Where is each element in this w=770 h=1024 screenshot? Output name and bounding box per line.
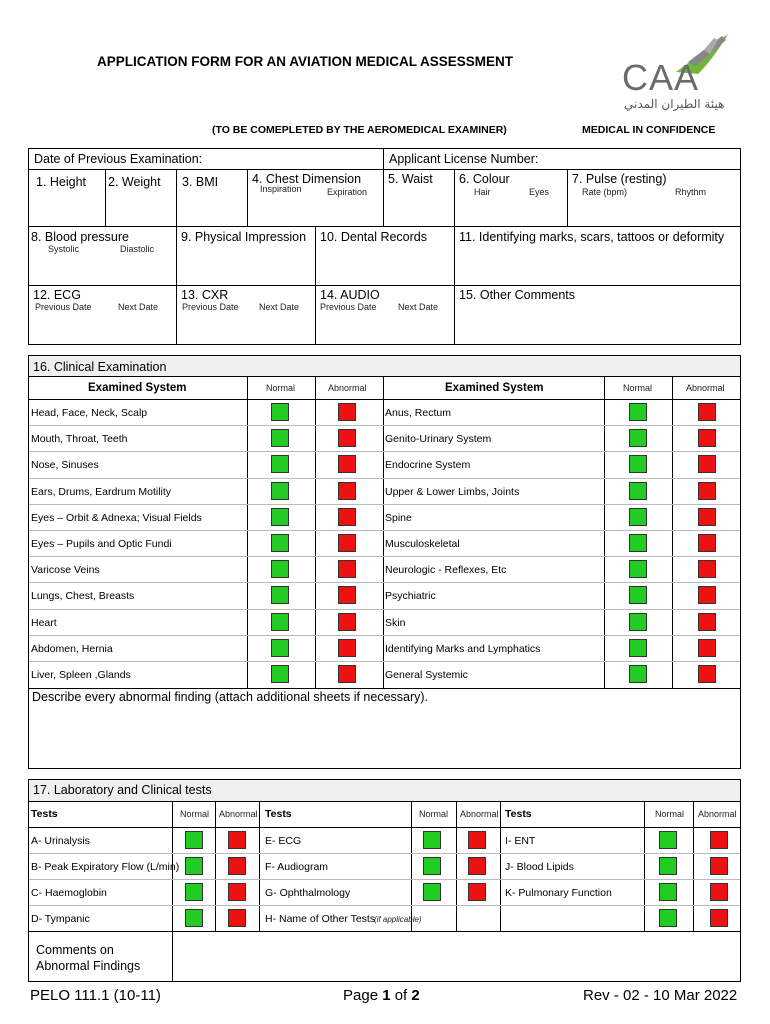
clinical-right-system-header: Examined System [445, 382, 544, 394]
clinical-right-row-label: Musculoskeletal [385, 538, 460, 550]
clinical-left-abnormal-checkbox[interactable] [338, 482, 356, 500]
abnormal-findings-description[interactable]: Describe every abnormal finding (attach additional sheets if necessary). [32, 690, 429, 704]
clinical-left-row-label: Liver, Spleen ,Glands [31, 669, 131, 681]
clinical-left-abnormal-checkbox[interactable] [338, 665, 356, 683]
clinical-right-normal-checkbox[interactable] [629, 560, 647, 578]
lab-col1-normal-checkbox[interactable] [185, 909, 203, 927]
lab-col2-normal-checkbox[interactable] [423, 831, 441, 849]
clinical-left-row-label: Eyes – Pupils and Optic Fundi [31, 538, 172, 550]
cxr-field[interactable]: 13. CXR [181, 288, 229, 302]
lab-col1-abnormal-checkbox[interactable] [228, 857, 246, 875]
clinical-right-row-label: Psychiatric [385, 590, 436, 603]
clinical-left-row-label: Mouth, Throat, Teeth [31, 433, 128, 446]
clinical-examination-title: 16. Clinical Examination [33, 360, 167, 374]
clinical-right-row-label: General Systemic [385, 669, 468, 681]
clinical-left-row-label: Heart [31, 616, 57, 629]
clinical-right-normal-checkbox[interactable] [629, 455, 647, 473]
clinical-left-normal-checkbox[interactable] [271, 508, 289, 526]
clinical-right-normal-checkbox[interactable] [629, 613, 647, 631]
lab-col1-row-label: D- Tympanic [31, 913, 90, 925]
lab-col2-row-label: F- Audiogram [265, 861, 329, 873]
lab-col3-normal-checkbox[interactable] [659, 909, 677, 927]
clinical-right-normal-checkbox[interactable] [629, 508, 647, 526]
page-of: of [390, 987, 412, 1004]
lab-col3-abnormal-checkbox[interactable] [710, 883, 728, 901]
lab-col3-normal-header: Normal [655, 809, 685, 819]
clinical-right-abnormal-checkbox[interactable] [698, 455, 716, 473]
clinical-left-row-label: Ears, Drums, Eardrum Motility [31, 485, 172, 498]
clinical-right-abnormal-checkbox[interactable] [698, 613, 716, 631]
systolic-label: Systolic [48, 244, 80, 254]
previous-exam-date-field[interactable]: Date of Previous Examination: [34, 152, 203, 166]
page-total: 2 [411, 987, 420, 1004]
lab-col1-normal-header: Normal [180, 809, 210, 819]
license-number-field[interactable]: Applicant License Number: [389, 152, 539, 166]
colour-field[interactable]: 6. Colour [459, 172, 510, 186]
lab-col2-abnormal-checkbox[interactable] [468, 831, 486, 849]
clinical-right-normal-checkbox[interactable] [629, 639, 647, 657]
lab-col1-row-label: A- Urinalysis [31, 835, 90, 847]
caa-logo [618, 28, 733, 114]
lab-col2-normal-header: Normal [419, 809, 449, 819]
clinical-left-abnormal-checkbox[interactable] [338, 534, 356, 552]
clinical-right-normal-checkbox[interactable] [629, 482, 647, 500]
comments-label-line1: Comments on [36, 943, 114, 957]
weight-field[interactable]: 2. Weight [108, 175, 161, 189]
height-field[interactable]: 1. Height [36, 175, 87, 189]
clinical-right-row-label: Genito-Urinary System [385, 433, 492, 446]
lab-col1-normal-checkbox[interactable] [185, 831, 203, 849]
ecg-next-date-label: Next Date [118, 302, 159, 312]
lab-col3-abnormal-header: Abnormal [698, 809, 737, 819]
clinical-left-row-label: Nose, Sinuses [31, 459, 99, 472]
blood-pressure-field[interactable]: 8. Blood pressure [31, 230, 129, 244]
clinical-left-normal-checkbox[interactable] [271, 639, 289, 657]
lab-col1-abnormal-checkbox[interactable] [228, 831, 246, 849]
lab-col3-normal-checkbox[interactable] [659, 883, 677, 901]
inspiration-label: Inspiration [260, 184, 302, 194]
clinical-left-abnormal-checkbox[interactable] [338, 613, 356, 631]
lab-col3-abnormal-checkbox[interactable] [710, 909, 728, 927]
clinical-right-abnormal-checkbox[interactable] [698, 586, 716, 604]
clinical-left-abnormal-checkbox[interactable] [338, 639, 356, 657]
other-tests-note: (if applicable) [374, 915, 422, 924]
clinical-right-normal-checkbox[interactable] [629, 429, 647, 447]
clinical-left-abnormal-checkbox[interactable] [338, 586, 356, 604]
lab-col2-row-label: H- Name of Other Tests [265, 913, 376, 925]
lab-col1-normal-checkbox[interactable] [185, 883, 203, 901]
clinical-right-row-label: Skin [385, 616, 406, 629]
rate-label: Rate (bpm) [582, 187, 628, 197]
clinical-left-row-label: Lungs, Chest, Breasts [31, 590, 135, 603]
clinical-left-normal-checkbox[interactable] [271, 534, 289, 552]
pulse-field[interactable]: 7. Pulse (resting) [572, 172, 667, 186]
waist-field[interactable]: 5. Waist [388, 172, 433, 186]
lab-col1-abnormal-checkbox[interactable] [228, 909, 246, 927]
lab-col2-tests-header: Tests [265, 808, 292, 820]
lab-col3-row-label: I- ENT [505, 835, 536, 847]
clinical-right-row-label: Identifying Marks and Lymphatics [385, 642, 541, 655]
lab-col3-row-label: J- Blood Lipids [505, 861, 574, 873]
clinical-right-abnormal-checkbox[interactable] [698, 403, 716, 421]
clinical-right-normal-checkbox[interactable] [629, 403, 647, 421]
audio-next-date-label: Next Date [398, 302, 439, 312]
lab-col2-row-label: E- ECG [265, 835, 302, 847]
clinical-left-row-label: Head, Face, Neck, Scalp [31, 407, 148, 419]
abnormal-findings-comments-field[interactable] [174, 933, 740, 981]
physical-impression-field[interactable]: 9. Physical Impression [181, 230, 307, 244]
lab-col3-abnormal-checkbox[interactable] [710, 831, 728, 849]
clinical-right-abnormal-checkbox[interactable] [698, 639, 716, 657]
clinical-left-abnormal-checkbox[interactable] [338, 455, 356, 473]
revision-label: Rev - 02 - 10 Mar 2022 [583, 987, 738, 1004]
clinical-right-row-label: Neurologic - Reflexes, Etc [385, 564, 507, 577]
lab-col1-row-label: C- Haemoglobin [31, 887, 107, 899]
lab-col3-tests-header: Tests [505, 808, 532, 820]
clinical-left-abnormal-checkbox[interactable] [338, 403, 356, 421]
clinical-right-row-label: Endocrine System [385, 459, 471, 472]
clinical-left-normal-header: Normal [266, 383, 296, 393]
logo-arabic-text: هيئة الطيران المدني [624, 97, 725, 111]
cxr-previous-date-label: Previous Date [182, 302, 239, 312]
clinical-right-row-label: Spine [385, 511, 412, 524]
clinical-left-system-header: Examined System [88, 382, 187, 394]
clinical-left-abnormal-checkbox[interactable] [338, 560, 356, 578]
form-title: APPLICATION FORM FOR AN AVIATION MEDICAL ASSESSMENT [97, 54, 514, 69]
lab-col1-abnormal-header: Abnormal [219, 809, 258, 819]
clinical-left-normal-checkbox[interactable] [271, 586, 289, 604]
clinical-left-abnormal-checkbox[interactable] [338, 429, 356, 447]
clinical-right-abnormal-checkbox[interactable] [698, 508, 716, 526]
clinical-right-row-label: Anus, Rectum [385, 407, 451, 419]
bmi-field[interactable]: 3. BMI [182, 175, 219, 189]
lab-col3-normal-checkbox[interactable] [659, 857, 677, 875]
laboratory-title: 17. Laboratory and Clinical tests [33, 783, 212, 797]
lab-col2-normal-checkbox[interactable] [423, 883, 441, 901]
page-number: 1 [382, 987, 391, 1004]
other-comments-field[interactable]: 15. Other Comments [459, 288, 576, 302]
eyes-label: Eyes [529, 187, 550, 197]
clinical-right-normal-checkbox[interactable] [629, 665, 647, 683]
lab-col2-normal-checkbox[interactable] [423, 857, 441, 875]
ecg-field[interactable]: 12. ECG [33, 288, 81, 302]
clinical-left-normal-checkbox[interactable] [271, 403, 289, 421]
clinical-right-abnormal-checkbox[interactable] [698, 534, 716, 552]
diastolic-label: Diastolic [120, 244, 155, 254]
clinical-right-normal-checkbox[interactable] [629, 586, 647, 604]
ecg-previous-date-label: Previous Date [35, 302, 92, 312]
lab-col1-tests-header: Tests [31, 808, 58, 820]
clinical-left-abnormal-header: Abnormal [328, 383, 367, 393]
dental-records-field[interactable]: 10. Dental Records [320, 230, 428, 244]
clinical-right-abnormal-checkbox[interactable] [698, 482, 716, 500]
clinical-left-normal-checkbox[interactable] [271, 560, 289, 578]
lab-col3-row-label: K- Pulmonary Function [505, 887, 612, 899]
lab-col1-abnormal-checkbox[interactable] [228, 883, 246, 901]
logo-text: CAA [622, 57, 700, 98]
hair-label: Hair [474, 187, 491, 197]
form-id: PELO 111.1 (10-11) [30, 987, 161, 1004]
lab-col2-row-label: G- Ophthalmology [265, 887, 351, 899]
clinical-left-normal-checkbox[interactable] [271, 613, 289, 631]
clinical-left-row-label: Varicose Veins [31, 564, 100, 577]
clinical-left-row-label: Eyes – Orbit & Adnexa; Visual Fields [31, 511, 202, 524]
identifying-marks-field[interactable]: 11. Identifying marks, scars, tattoos or deformity [459, 230, 725, 244]
clinical-left-normal-checkbox[interactable] [271, 429, 289, 447]
clinical-left-normal-checkbox[interactable] [271, 455, 289, 473]
lab-col3-abnormal-checkbox[interactable] [710, 857, 728, 875]
form-subtitle: (TO BE COMEPLETED BY THE AEROMEDICAL EXAMINER) [212, 124, 507, 136]
lab-col3-normal-checkbox[interactable] [659, 831, 677, 849]
audio-field[interactable]: 14. AUDIO [320, 288, 380, 302]
clinical-right-abnormal-checkbox[interactable] [698, 560, 716, 578]
page-word: Page [343, 987, 383, 1004]
clinical-right-normal-header: Normal [623, 383, 653, 393]
rhythm-label: Rhythm [675, 187, 707, 197]
clinical-right-abnormal-checkbox[interactable] [698, 429, 716, 447]
clinical-left-abnormal-checkbox[interactable] [338, 508, 356, 526]
page-indicator [343, 987, 420, 1004]
chest-dimension-field[interactable]: 4. Chest Dimension [252, 172, 362, 186]
confidentiality-label: MEDICAL IN CONFIDENCE [582, 124, 716, 136]
cxr-next-date-label: Next Date [259, 302, 300, 312]
clinical-right-abnormal-checkbox[interactable] [698, 665, 716, 683]
lab-col1-row-label: B- Peak Expiratory Flow (L/min) [31, 861, 180, 873]
lab-col1-normal-checkbox[interactable] [185, 857, 203, 875]
clinical-left-normal-checkbox[interactable] [271, 665, 289, 683]
clinical-right-row-label: Upper & Lower Limbs, Joints [385, 485, 520, 498]
clinical-right-abnormal-header: Abnormal [686, 383, 725, 393]
lab-col2-abnormal-checkbox[interactable] [468, 883, 486, 901]
lab-col2-abnormal-header: Abnormal [460, 809, 499, 819]
expiration-label: Expiration [327, 187, 368, 197]
clinical-left-row-label: Abdomen, Hernia [31, 642, 113, 655]
audio-previous-date-label: Previous Date [320, 302, 377, 312]
lab-col2-abnormal-checkbox[interactable] [468, 857, 486, 875]
comments-label-line2: Abnormal Findings [36, 959, 141, 973]
clinical-left-normal-checkbox[interactable] [271, 482, 289, 500]
clinical-right-normal-checkbox[interactable] [629, 534, 647, 552]
